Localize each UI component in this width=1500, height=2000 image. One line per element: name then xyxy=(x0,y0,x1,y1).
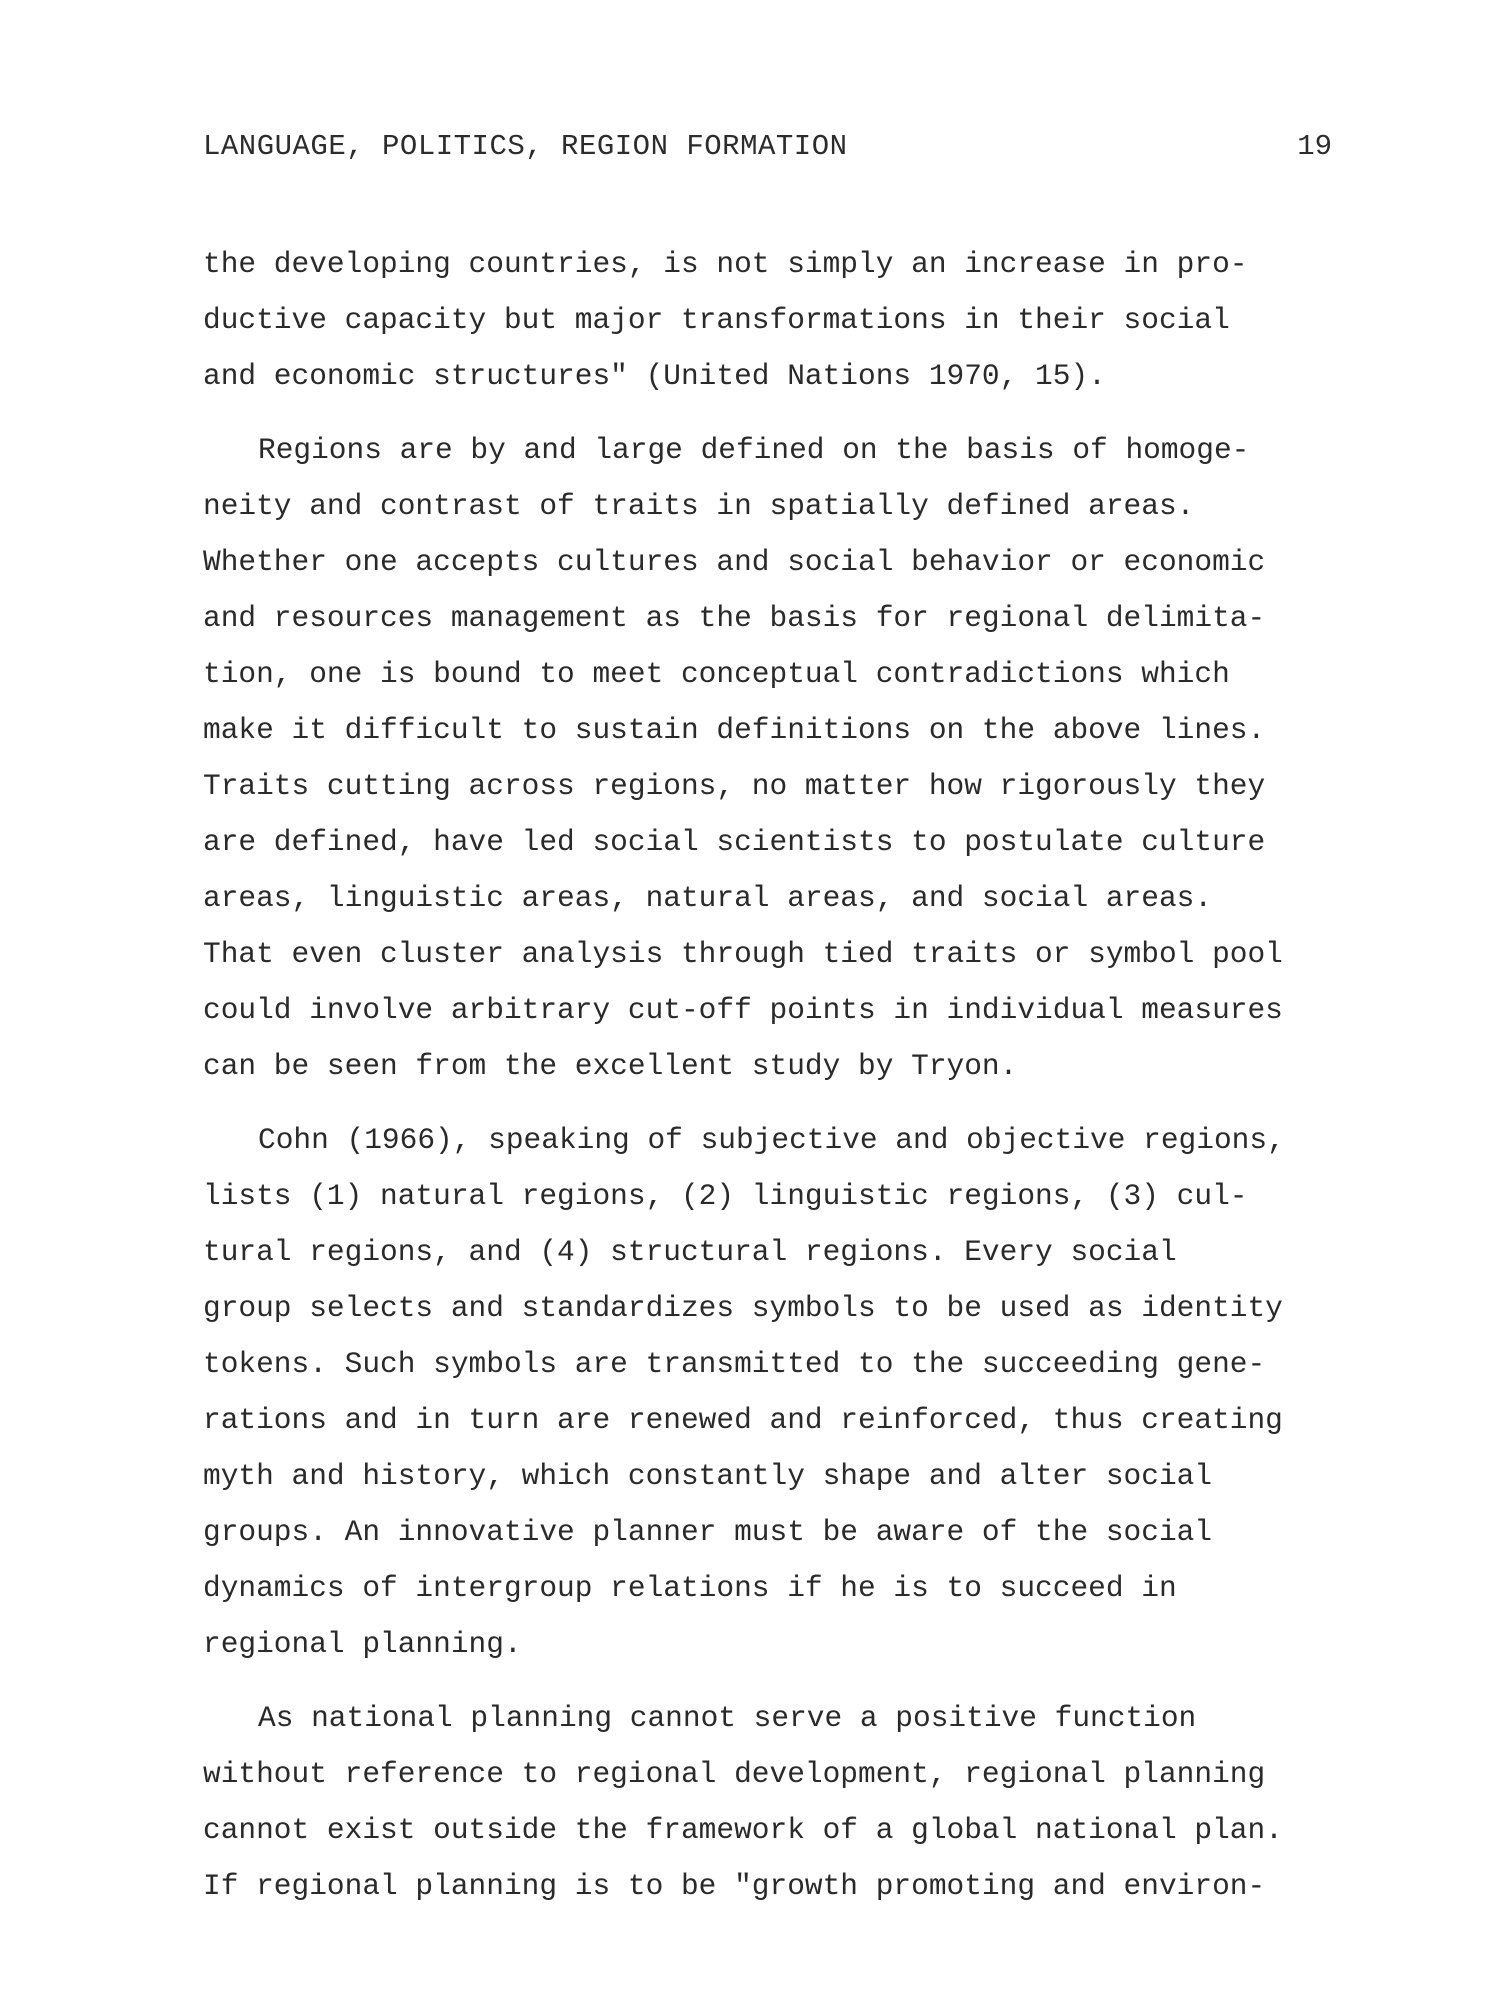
text-line: regional planning. xyxy=(203,1627,522,1661)
text-line: tion, one is bound to meet conceptual contradictions which xyxy=(203,657,1230,691)
text-line: without reference to regional development, regional planning xyxy=(203,1757,1266,1791)
text-line: If regional planning is to be "growth promoting and environ- xyxy=(203,1869,1266,1903)
page-number: 19 xyxy=(1297,130,1332,163)
text-line: rations and in turn are renewed and reinforced, thus creating xyxy=(203,1403,1283,1437)
text-line: cannot exist outside the framework of a global national plan. xyxy=(203,1813,1283,1847)
text-line: are defined, have led social scientists to postulate culture xyxy=(203,825,1266,859)
text-line: Whether one accepts cultures and social behavior or economic xyxy=(203,545,1266,579)
text-line: That even cluster analysis through tied traits or symbol pool xyxy=(203,937,1283,971)
text-line: As national planning cannot serve a positive function xyxy=(258,1701,1197,1735)
text-line: and resources management as the basis for regional delimita- xyxy=(203,601,1266,635)
paragraph-3 xyxy=(203,1112,1333,1672)
text-line: myth and history, which constantly shape and alter social xyxy=(203,1459,1213,1493)
text-line: the developing countries, is not simply an increase in pro- xyxy=(203,247,1248,281)
paragraph-2 xyxy=(203,422,1333,1094)
text-line: Regions are by and large defined on the basis of homoge- xyxy=(258,433,1250,467)
text-line: groups. An innovative planner must be aware of the social xyxy=(203,1515,1213,1549)
text-line: lists (1) natural regions, (2) linguistic regions, (3) cul- xyxy=(203,1179,1248,1213)
text-line: Traits cutting across regions, no matter how rigorously they xyxy=(203,769,1266,803)
running-head: LANGUAGE, POLITICS, REGION FORMATION xyxy=(203,130,848,163)
text-line: Cohn (1966), speaking of subjective and objective regions, xyxy=(258,1123,1285,1157)
text-line: tural regions, and (4) structural regions. Every social xyxy=(203,1235,1177,1269)
text-line: ductive capacity but major transformations in their social xyxy=(203,303,1230,337)
body-text xyxy=(203,236,1333,1932)
text-line: and economic structures" (United Nations 1970, 15). xyxy=(203,359,1106,393)
paragraph-4 xyxy=(203,1690,1333,1914)
text-line: neity and contrast of traits in spatially defined areas. xyxy=(203,489,1195,523)
text-line: tokens. Such symbols are transmitted to the succeeding gene- xyxy=(203,1347,1266,1381)
text-line: group selects and standardizes symbols to be used as identity xyxy=(203,1291,1283,1325)
text-line: can be seen from the excellent study by Tryon. xyxy=(203,1049,1018,1083)
text-line: make it difficult to sustain definitions on the above lines. xyxy=(203,713,1266,747)
text-line: could involve arbitrary cut-off points in individual measures xyxy=(203,993,1283,1027)
paragraph-1 xyxy=(203,236,1333,404)
text-line: areas, linguistic areas, natural areas, and social areas. xyxy=(203,881,1213,915)
text-line: dynamics of intergroup relations if he is to succeed in xyxy=(203,1571,1177,1605)
